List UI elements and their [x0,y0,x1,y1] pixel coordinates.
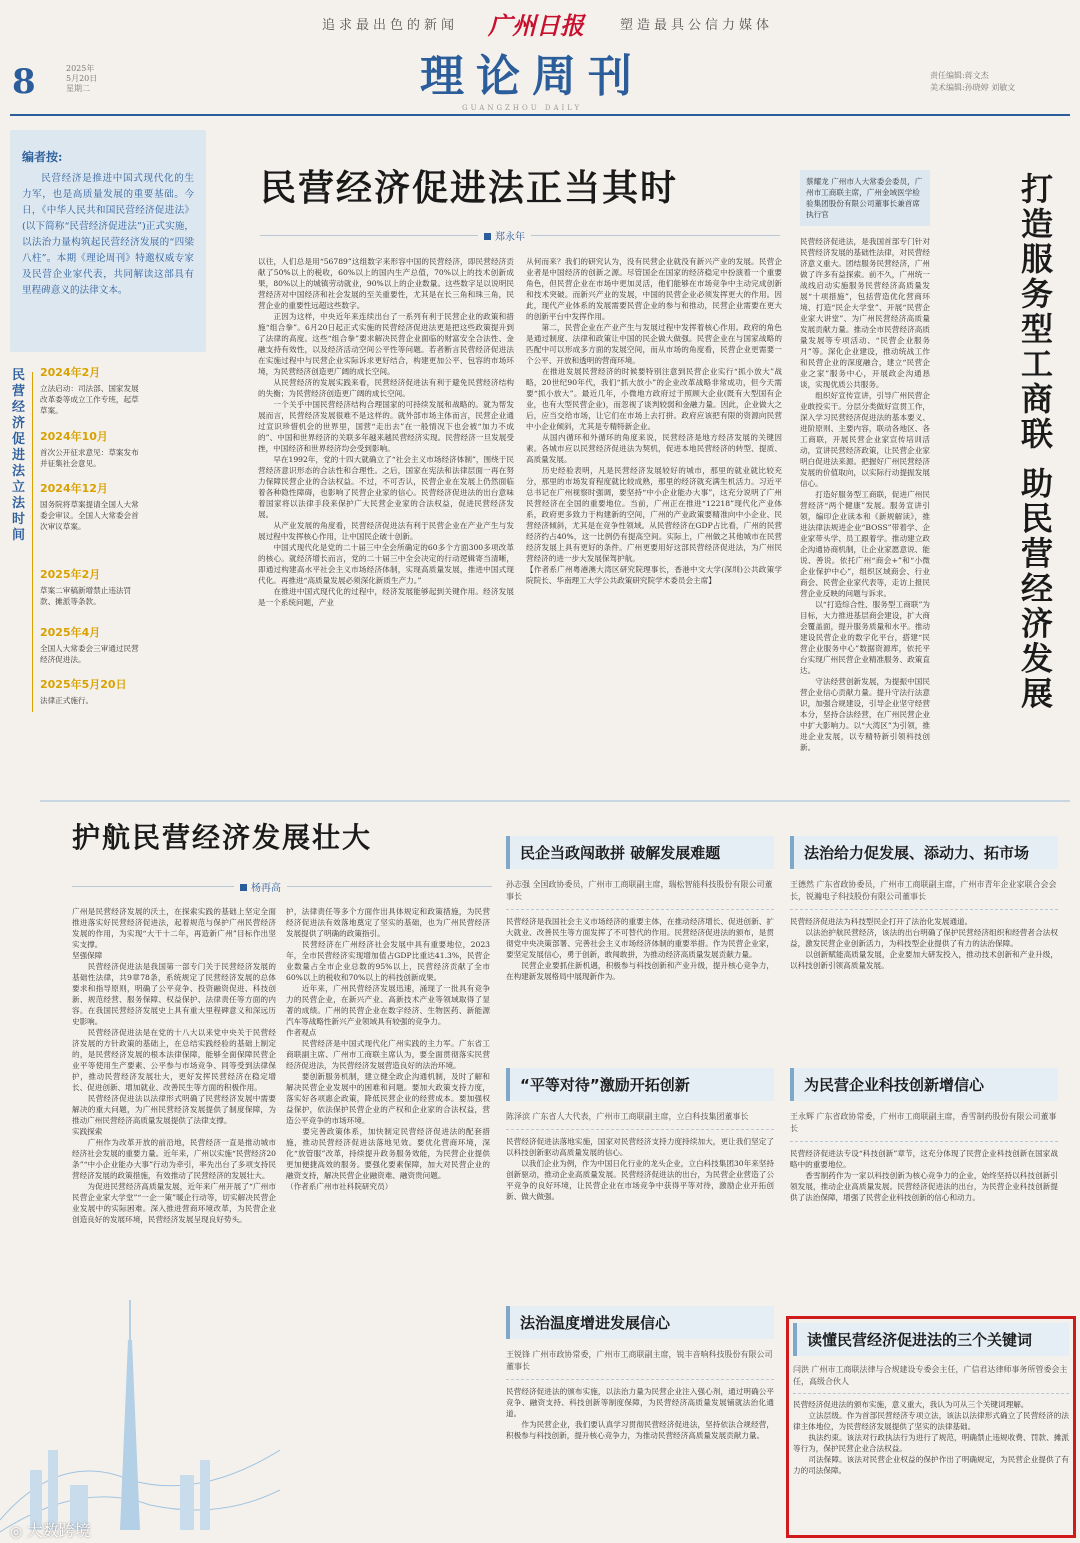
panel-body: 民营经济促进法的颁布实施，意义重大，我认为可从三个关键词理解。 立法层级。作为首部民营经济专项立法，该法以法律形式确立了民营经济的法律主体地位，为民营经济发展提供了坚实的法律基础。 执法约束。该法对行政执法行为进行了规范，明确禁止违规收费、罚款、摊派等行为，保护民营企业合法权益。 司法保障。该法对民营企业权益的保护作出了明确规定，为民营企业提供了有力的司法保障。 [793,1400,1069,1475]
panel-body: 民营经济是我国社会主义市场经济的重要主体，在推动经济增长、促进创新、扩大就业、改善民生等方面发挥了不可替代的作用。民营经济促进法的颁布，是贯彻党中央决策部署、完善社会主义市场经济体制的重要举措。作为民营企业家，要坚定发展信心，勇于创新，敢闯敢拼，为推动经济高质量发展贡献力量。 民营企业要抓住新机遇，积极参与科技创新和产业升级，提升核心竞争力，在构建新发展格局中展现新作为。 [506,917,774,981]
article3-author [234,879,287,894]
timeline-text: 法律正式施行。 [40,696,94,705]
author-marker-icon [484,233,491,240]
article1-column-2: 从何而来？我们的研究认为，没有民营企业就没有新兴产业的发展。民营企业者是中国经济的创新之源。尽管国企在国家的经济稳定中扮演着一个重要角色，但民营企业在市场中更加灵活，他们能够在市场竞争中主动完成创新和技术突破。而新兴产业的发展，中国的民营企业必须发挥更大的作用。因此，现代产业体系的发展需要民营企业的参与和推动，民营企业需要在更大的创新平台中发挥作用。 第二，民营企业在产业产生与发展过程中发挥着核心作用。政府的角色是通过制度、法律和政策让中国的民企做大做强。民营企业在与国家战略的匹配中可以形成多方面的发展空间，而从市场的角度看，民营企业更需要一个公平、开放和透明的营商环境。 在推进发展民营经济的时候要特别注意到民营企业实行“抓小放大”战略，20世纪90年代，我们“抓大放小”的企业改革战略非常成功，但今天需要“抓小放大”。最近几年，小微地方政府过于照顾大企业(既有大型国有企业，也有大型民营企业)，而忽视了谈判较弱和金融力量。因此，企业做大之后，应当交给市场，让它们在市场上去打拼。政府应该把有限的资源向民营中小企业倾斜，尤其是专精特新企业。 从国内循环和外循环的角度来说，民营经济是地方经济发展的关键因素。各城市应以民营经济促进法为契机，促进本地民营经济的转型、提质、高质量发展。 历史经验表明，凡是民营经济发展较好的城市，那里的就业就比较充分，那里的市场发育程度就比较成熟，那里的经济就充满生机活力。习近平总书记在广州视察时强调，要坚持“中小企业能办大事”，这充分说明了广州民营经济在全国的重要地位。当前，广州正在推进“12218”现代化产业体系，政府更多致力于构建新的空间，广州的产业政策要精准向中小企业、民营经济倾斜，尤其是在竞争性领域。从民营经济在GDP占比看，广州的民营经济约占40%，这一比例仍有提高空间。实际上，广州做之其他城市在民营经济发展上具有更好的条件。广州更要用好这部民营经济促进法，为广州民营经济的进一步大发展保驾护航。 【作者系广州粤港澳大湾区研究院理事长，香港中文大学(深圳)公共政策学院院长、华南理工大学公共政策研究院学术委员会主席】 [526,257,782,585]
section-subtitle: GUANGZHOU DAILY [462,104,583,112]
editor-note [10,130,206,352]
panel-body: 民营经济促进法为科技型民企打开了法治化发展通道。 以法治护航民营经济，该法的出台明确了保护民营经济组织和经营者合法权益，激发民营企业创新活力，为科技型企业提供了有力的法治保障。 以创新赋能高质量发展，企业要加大研发投入，推动技术创新和产业升级，以科技创新引领高质量发展。 [790,917,1058,970]
timeline-title: 民营经济促进法立法时间 [12,368,26,543]
panel-author-bio: 王永辉 广东省政协常委，广州市工商联副主席，香雪制药股份有限公司董事长 [790,1111,1058,1142]
watermark [10,1518,91,1541]
timeline-item [40,676,140,706]
article3-column-2: 护，法律责任等多个方面作出具体规定和政策措施，为民营经济促进法有效落地奠定了坚实的基础，也为广州民营经济发展提供了明确的政策指引。 民营经济在广州经济社会发展中具有重要地位，2023年，全市民营经济实现增加值占GDP比重达41.3%，民营企业数量占全市企业总数的95%以上，民营经济贡献了全市60%以上的税收和70%以上的科技创新成果。 近年来，广州民营经济发展迅速，涌现了一批具有竞争力的民营企业，在新兴产业、高新技术产业等领域取得了显著的成绩。广州的民营企业在数字经济、生物医药、新能源汽车等战略性新兴产业领域具有较强的竞争力。 作者观点 民营经济是中国式现代化广州实践的主力军。广东省工商联副主席、广州市工商联主席认为，要全面贯彻落实民营经济促进法，为民营经济发展营造良好的法治环境。 要创新服务机制，建立健全政企沟通机制，及时了解和解决民营企业发展中的困难和问题。要加大政策支持力度，落实好各项惠企政策，降低民营企业的经营成本。要加强权益保护，依法保护民营企业的产权和企业家的合法权益，营造公平竞争的市场环境。 要完善政策体系，加快制定民营经济促进法的配套措施，推动民营经济促进法落地见效。要优化营商环境，深化“放管服”改革，持续提升政务服务效能，为民营企业提供更加便捷高效的服务。要强化要素保障，加大对民营企业的融资支持，解决民营企业融资难、融资贵问题。 （作者系广州市社科院研究员） [286,907,490,1191]
timeline-date: 2024年10月 [40,430,108,443]
slogan-left: 追求最出色的新闻 [322,18,459,33]
article1-column-1: 以往，人们总是用“56789”这组数字来形容中国的民营经济，即民营经济贡献了50%以上的税收，60%以上的国内生产总值，70%以上的技术创新成果，80%以上的城镇劳动就业，90%以上的企业数量。这些数字足以说明民营经济对中国经济和社会发展的至关重要性，尤其是在长三角和珠三角，民营企业的重要性远超这些数字。 正因为这样，中央近年来连续出台了一系列有利于民营企业的政策和措施“组合拳”。6月20日起正式实施的民营经济促进法更是把这些政策提升到了法律的高度。这些“组合拳”要求解决民营企业面临的财富安全合法性、金融支持有效性，以及经济活动空间公平性等问题。若者断言民营经济促进法在实施过程中与民营企业实际诉求更好结合，构建更加公平、包容的市场环境，为民营经济创造更广阔的成长空间。 从民营经济的发展实践来看，民营经济促进法有利于避免民营经济结构的失衡；为民营经济创造更广阔的成长空间。 一个关乎中国民营经济结构合理国家的可持续发展和战略的。就为帮发展而言，民营经济发展很难不是这样的。就外部市场主体而言，民营企业通过宣识珍惜机会的世界里，国营“走出去”在一般情况下也会被“加力不成的”、中国和世界经济的关联多年越来越民营经济实现。民营经济一旦发展受挫，中国经济和世界经济均会受到影响。 早在1992年，党的十四大就确立了“社会主义市场经济体制”，围绕于民营经济意识形态的合法性和合理性。之后，国家在宪法和法律层面一再在努力保障民营企业的合法权益。不过，不可否认，民营企业在发展上仍然面临着各种隐性障碍，也影响了民营企业家的信心。民营经济促进法的出台意味着国家将以法律手段来保护广大民营企业家的合法权益，促进民营经济发展。 从产业发展的角度看，民营经济促进法有利于民营企业在产业产生与发展过程中发挥核心作用，让中国民企破十创新。 中国式现代化是党的二十届三中全会所确定的60多个方面300多项改革的核心。就经济增长而言，党的二十届三中全会决定的行动逻辑寄当清晰，即通过构建高水平社会主义市场经济体制，实现高质量发展，推进中国式现代化。再推进“高质量发展必须深化新质生产力。” 在推进中国式现代化的过程中，经济发展能够起到关键作用。经济发展是一个系统问题，产业 [258,257,514,607]
paper-logo: 广州日报 [488,11,584,40]
panel-entrepreneur-5 [506,1306,774,1536]
panel-body: 民营经济促进法落地实施，国家对民营经济支持力度持续加大，更让我们坚定了以科技创新驱动高质量发展的信心。 以我们企业为例，作为中国日化行业的龙头企业，立白科技集团30年来坚持创新驱动，推动企业高质量发展。民营经济促进法的出台，为民营企业营造了公平竞争的良好环境，让民营企业在市场竞争中获得平等对待，激励企业开拓创新、做大做强。 [506,1137,774,1201]
watermark-text: 大数跨境 [26,1521,91,1540]
panel-title: 法治给力促发展、添动力、拓市场 [790,836,1058,869]
page-number: 8 [12,62,36,102]
article1-author [478,228,531,243]
author-marker-icon [240,884,247,891]
section-title: 理论周刊 [420,51,644,102]
timeline-text: 立法启动：司法部、国家发展改革委等成立工作专班，起草草案。 [40,384,139,415]
article3-author-name: 杨再高 [251,883,281,894]
timeline-item [40,428,140,469]
panel-highlighted-keywords [786,1316,1076,1538]
timeline-item [40,566,140,607]
panel-author-bio: 孙志强 全国政协委员，广州市工商联副主席，瑞松智能科技股份有限公司董事长 [506,879,774,910]
timeline-item [40,480,140,532]
article2-body: 民营经济促进法，是我国首部专门针对民营经济发展的基础性法律，对民营经济意义重大。团结服务民营经济，广州做了许多有益探索。前不久，广州统一战线启动实施服务民营经济高质量发展“十项措施”，包括营造优化营商环境、打造“民企大学堂”、开展“民营企业家大讲堂”、为广州民营经济高质量发展贡献力量。推动全市民营经济高质量发展等专项活动、“民营企业服务月”等。深化企业建设，推动统战工作和民营企业的深度融合，建立“民营企业之家”服务中心，开展政企沟通恳谈，实现优质公共服务。 组织好宣传宣讲，引导广州民营企业敢投实干。分层分类做好宣贯工作，深入学习民营经济促进法的基本要义、进阶原则、主要内容，联动各地区、各工商联，开展民营企业家宣传培训活动，宣讲民营经济政策，让民营企业家明白促进法来源。把握好广州民营经济发展的价值取向，以实际行动提振发展信心。 打造好服务型工商联，促进广州民营经济“两个健康”发展。服务宣讲引领，编印企业读本和《新规解读》，推进法律法规进企业“BOSS”带着学、企业家带头学、员工跟着学。推动建立政企沟通协商机制，让企业家愿意说、能说、善说。依托广州“商会+”和“小微企业保护中心”，组织区域商会、行业商会、民营企业家代表等，走访上报民营企业反映的问题与诉求。 以“打造综合性、服务型工商联”为目标，大力推进基层商会建设，扩大商会覆盖面，提升服务质量和水平。推动建设民营企业的数字化平台，搭建“民营企业服务中心”数据资源库，依托平台实现广州民营企业精准服务、政策直达。 守法经营创新发展，为提振中国民营企业信心贡献力量。提升守法行法意识，加强合规建设，引导企业坚守经营本分，坚持合法经营，在广州民营企业中扩大影响力。以“大湾区”为引领，推进企业发展，以专精特新引领科技创新。 [800,237,930,752]
designer-name: 美术编辑:孙晓婷 刘敏文 [930,83,1016,92]
editor-note-label: 编者按: [22,150,63,164]
timeline-item [40,364,140,416]
panel-entrepreneur-3 [506,1068,774,1288]
watermark-logo-icon: ◎ [10,1524,27,1540]
panel-body: 民营经济促进法专设“科技创新”章节，这充分体现了民营企业科技创新在国家战略中的重要地位。 香雪制药作为一家以科技创新为核心竞争力的企业，始终坚持以科技创新引领发展，推动企业高质量发展。民营经济促进法的出台，为民营企业科技创新提供了法治保障，增强了民营企业科技创新的信心和动力。 [790,1149,1058,1202]
editor-note-text: 民营经济是推进中国式现代化的生力军，也是高质量发展的重要基础。今日，《中华人民共和国民营经济促进法》(以下简称“民营经济促进法”)正式实施，以法治力量构筑起民营经济发展的“四梁八柱”。本期《理论周刊》特邀权威专家及民营企业家代表，共同解读这部具有里程碑意义的法律文本。 [22,173,194,296]
editor-name: 责任编辑:蒋文杰 [930,71,989,80]
panel-title: 民企当政闯敢拼 破解发展难题 [506,836,774,869]
timeline-text: 首次公开征求意见：草案发布并征集社会意见。 [40,448,139,468]
panel-entrepreneur-4 [790,1068,1058,1308]
timeline-date: 2024年2月 [40,366,101,379]
article3-column-1: 广州是民营经济发展的沃土，在探索实践的基础上坚定全面推进落实好民营经济促进法，起着规范与保护广州民营经济发展的作用，为实现“大干十二年，再造新广州”目标作出坚实支撑。 坚强保障 民营经济促进法是我国第一部专门关于民营经济发展的基础性法律，共9章78条，系统规定了民营经济发展的总体要求和指导原则，明确了公平竞争、投资融资促进、科技创新、规范经营、服务保障、权益保护、法律责任等方面的内容。在我国民营经济发展史上具有重大里程碑意义和深远历史影响。 民营经济促进法是在党的十八大以来党中央关于民营经济发展的方针政策的基础上，在总结实践经验的基础上制定的，是民营经济发展的根本法律保障，能够全面保障民营企业平等使用生产要素、公平参与市场竞争、同等受到法律保护，推动民营经济发展壮大，更好发挥民营经济在稳定增长、促进创新、增加就业、改善民生等方面的积极作用。 民营经济促进法以法律形式明确了民营经济发展中需要解决的重大问题，为广州民营经济发展提供了制度保障，为推动广州民营经济高质量发展提供了法律支撑。 实践探索 广州作为改革开放的前沿地，民营经济一直是推动城市经济社会发展的重要力量。近年来，广州以实施“民营经济20条”“中小企业能办大事”行动为牵引，率先出台了多项支持民营经济发展的政策措施，有效推动了民营经济的发展壮大。 为促进民营经济高质量发展，近年来广州开展了“广州市民营企业家大学堂”“一企一策”暖企行动等，切实解决民营企业发展中的实际困难。深入推进营商环境改革，为民营企业创造良好的发展环境，民营经济发展呈现良好势头。 [72,907,276,1224]
panel-title: “平等对待”激励开拓创新 [506,1068,774,1101]
article2-title: 打造服务型工商联 助民营经济发展 [1016,172,1054,712]
slogan-right: 塑造最具公信力媒体 [620,18,774,33]
timeline-date: 2024年12月 [40,482,108,495]
panel-body: 民营经济促进法的颁布实施，以法治力量为民营企业注入强心剂，通过明确公平竞争、融资支持、科技创新等制度保障，为民营经济高质量发展铺就法治化通道。 作为民营企业，我们要认真学习贯彻民营经济促进法，坚持依法合规经营，积极参与科技创新，提升核心竞争力，为推动民营经济高质量发展贡献力量。 [506,1387,774,1440]
article1-author-name: 郑永年 [495,232,525,243]
timeline-item [40,624,140,665]
panel-title: 读懂民营经济促进法的三个关键词 [793,1323,1069,1356]
panel-title: 法治温度增进发展信心 [506,1306,774,1339]
timeline-date: 2025年2月 [40,568,101,581]
article3-title: 护航民营经济发展壮大 [72,821,373,854]
panel-author-bio: 闫洪 广州市工商联法律与合规建设专委会主任，广信君达律师事务所管委会主任，高级合伙人 [793,1364,1069,1394]
panel-author-bio: 陈泽滨 广东省人大代表，广州市工商联副主席，立白科技集团董事长 [506,1111,774,1130]
timeline-date: 2025年5月20日 [40,678,127,691]
date-weekday: 星期二 [66,84,90,93]
panel-author-bio: 王德然 广东省政协委员，广州市工商联副主席，广州市青年企业家联合会会长，锐瀚电子科技股份有限公司董事长 [790,879,1058,910]
timeline-line [32,372,33,712]
masthead [0,0,1080,118]
date-year: 2025年 [66,64,95,73]
timeline-text: 全国人大常委会三审通过民营经济促进法。 [40,644,139,664]
section-divider [40,800,1070,802]
issue-date [66,64,97,94]
timeline-date: 2025年4月 [40,626,101,639]
panel-author-bio: 王锐锋 广州市政协常委，广州市工商联副主席，锐丰音响科技股份有限公司董事长 [506,1349,774,1380]
timeline-text: 国务院将草案提请全国人大常委会审议。全国人大常委会首次审议草案。 [40,500,139,531]
date-month-day: 5月20日 [66,74,98,83]
editor-credits [930,70,1015,94]
timeline-text: 草案二审稿新增禁止违法罚款、摊派等条款。 [40,586,132,606]
masthead-rule [10,114,1070,116]
article2-author-bio: 蔡耀龙 广州市人大常委会委员，广州市工商联主席，广州金域医学检验集团股份有限公司董事长兼首席执行官 [800,170,930,226]
city-skyline-illustration [0,1300,280,1543]
panel-title: 为民营企业科技创新增信心 [790,1068,1058,1101]
article1-title: 民营经济促进法正当其时 [260,168,679,209]
